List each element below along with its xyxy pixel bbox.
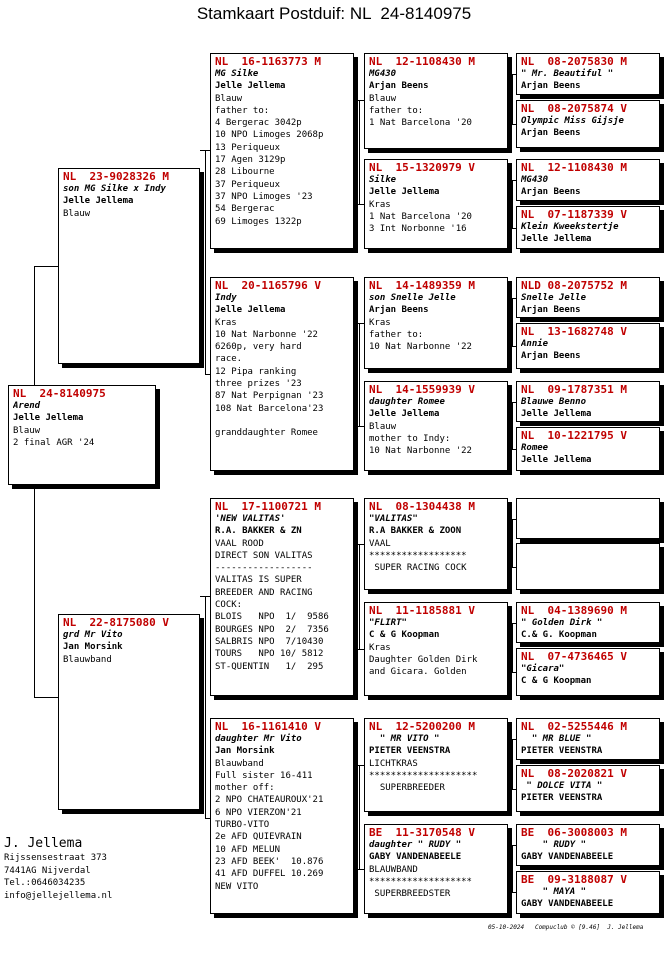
pigeon-name: Snelle Jelle (521, 293, 587, 303)
connector-line (512, 519, 513, 567)
ring-number: NL 14-1489359 M (369, 279, 475, 292)
pigeon-name: " RUDY " (521, 840, 587, 850)
owner-name: Jelle Jellema (215, 81, 286, 92)
ring-number: NL 12-5200200 M (369, 720, 475, 733)
pigeon-name: "VALITAS" (369, 514, 418, 524)
breeder-address (4, 836, 112, 902)
pigeon-name: " DOLCE VITA " (521, 781, 603, 791)
pigeon-card-g13 (516, 718, 660, 760)
connector-line (508, 124, 516, 125)
info-line: ****************** (369, 550, 467, 561)
owner-name: Jelle Jellema (63, 196, 134, 207)
pigeon-name: Silke (369, 175, 397, 185)
info-line: BLOIS NPO 1/ 9586 (215, 612, 329, 623)
info-line: DIRECT SON VALITAS (215, 550, 313, 561)
ring-number: NL 12-1108430 M (521, 161, 627, 174)
info-line: Kras (215, 317, 237, 328)
ring-number: NL 15-1320979 V (369, 161, 475, 174)
info-line: Daughter Golden Dirk (369, 654, 478, 665)
info-line: 10 Nat Narbonne '22 (215, 329, 318, 340)
owner-name: PIETER VEENSTRA (521, 746, 603, 757)
info-line: Full sister 16-411 (215, 770, 313, 781)
ring-number: NL 14-1559939 V (369, 383, 475, 396)
breeder-city: 7441AG Nijverdal (4, 865, 91, 876)
ring-number: NL 17-1100721 M (215, 500, 321, 513)
info-line: BOURGES NPO 2/ 7356 (215, 624, 329, 635)
owner-name: Arjan Beens (521, 305, 581, 316)
connector-line (34, 266, 58, 267)
connector-line (512, 739, 513, 789)
connector-line (508, 228, 516, 229)
pigeon-card-mff (364, 498, 508, 590)
owner-name: Arjan Beens (521, 351, 581, 362)
pigeon-card-g6 (516, 323, 660, 369)
connector-line (34, 697, 58, 698)
info-line: VAAL (369, 538, 391, 549)
pigeon-name: daughter Romee (369, 397, 445, 407)
pigeon-card-g9 (516, 498, 660, 539)
connector-line (512, 402, 513, 449)
ring-number: NL 22-8175080 V (63, 616, 169, 629)
pigeon-card-mf (210, 498, 354, 696)
pigeon-name: Blauwe Benno (521, 397, 587, 407)
pigeon-card-m (58, 614, 200, 810)
info-line: 108 Nat Barcelona'23 (215, 403, 324, 414)
info-line: 87 Nat Perpignan '23 (215, 391, 324, 402)
pigeon-card-g14 (516, 765, 660, 812)
ring-number: BE 06-3008003 M (521, 826, 627, 839)
pigeon-card-ff (210, 53, 354, 249)
info-line: 1 Nat Barcelona '20 (369, 118, 472, 129)
info-line: ST-QUENTIN 1/ 295 (215, 661, 324, 672)
info-line: granddaughter Romee (215, 428, 318, 439)
info-line: 10 Nat Narbonne '22 (369, 446, 472, 457)
info-line: NEW VITO (215, 881, 259, 892)
info-line: SUPER RACING COCK (369, 563, 467, 574)
owner-name: Jelle Jellema (215, 305, 286, 316)
info-line: ------------------ (215, 563, 313, 574)
pigeon-name: Annie (521, 339, 549, 349)
connector-line (512, 623, 513, 672)
owner-name: Arjan Beens (521, 187, 581, 198)
connector-line (359, 765, 360, 869)
connector-line (359, 544, 360, 649)
footer-credit: 05-10-2024 Compuclub © [9.46] J. Jellema (488, 924, 644, 931)
connector-line (205, 150, 206, 374)
info-line: father to: (369, 329, 424, 340)
connector-line (508, 449, 516, 450)
owner-name: Jelle Jellema (369, 409, 440, 420)
connector-line (359, 100, 360, 204)
pigeon-name: daughter " RUDY " (369, 840, 462, 850)
info-line: Blauwband (63, 654, 112, 665)
ring-number: BE 11-3170548 V (369, 826, 475, 839)
info-line: 54 Bergerac (215, 204, 275, 215)
pigeon-name: 'NEW VALITAS' (215, 514, 286, 524)
info-line: BLAUWBAND (369, 864, 418, 875)
info-line: 41 AFD DUFFEL 10.269 (215, 869, 324, 880)
pigeon-card-mfm (364, 602, 508, 696)
pigeon-name: MG Silke (215, 69, 259, 79)
breeder-email[interactable]: info@jellejellema.nl (4, 890, 113, 901)
pigeon-card-g7 (516, 381, 660, 422)
pigeon-card-mm (210, 718, 354, 914)
info-line: 2 NPO CHATEAUROUX'21 (215, 795, 324, 806)
connector-line (508, 346, 516, 347)
info-line: race. (215, 354, 243, 365)
info-line: Blauw (63, 208, 91, 219)
owner-name: Jelle Jellema (369, 187, 440, 198)
pigeon-name: "FLIRT" (369, 618, 407, 628)
owner-name: GABY VANDENABEELE (521, 852, 614, 863)
connector-line (354, 649, 364, 650)
breeder-phone: Tel.:0646034235 (4, 878, 86, 888)
connector-line (508, 789, 516, 790)
ring-number: NL 16-1161410 V (215, 720, 321, 733)
info-line: COCK: (215, 600, 243, 611)
info-line: three prizes '23 (215, 379, 302, 390)
ring-number: NL 09-1787351 M (521, 383, 627, 396)
pigeon-card-fff (364, 53, 508, 149)
connector-line (512, 298, 513, 346)
page-title: Stamkaart Postduif: NL 24-8140975 (196, 4, 472, 23)
ring-number: NL 23-9028326 M (63, 170, 169, 183)
info-line: 23 AFD BEEK' 10.876 (215, 856, 324, 867)
ring-number: NL 08-1304438 M (369, 500, 475, 513)
info-line: Blauw (215, 93, 243, 104)
info-line: 13 Periqueux (215, 142, 281, 153)
connector-line (508, 672, 516, 673)
owner-name: Arjan Beens (369, 81, 429, 92)
info-line: VAAL ROOD (215, 538, 264, 549)
owner-name: GABY VANDENABEELE (521, 899, 614, 910)
pigeon-name: Romee (521, 443, 549, 453)
owner-name: PIETER VEENSTRA (369, 746, 451, 757)
pigeon-name: " MR VITO " (369, 734, 440, 744)
info-line (215, 415, 349, 427)
pigeon-card-fm (210, 277, 354, 471)
ring-number: BE 09-3188087 V (521, 873, 627, 886)
owner-name: PIETER VEENSTRA (521, 793, 603, 804)
info-line: Blauw (13, 425, 41, 436)
owner-name: Jan Morsink (63, 642, 123, 653)
pigeon-name: Klein Kweekstertje (521, 222, 619, 232)
pigeon-card-g5 (516, 277, 660, 318)
info-line: Blauw (369, 421, 397, 432)
connector-line (34, 266, 35, 385)
owner-name: R.A BAKKER & ZOON (369, 526, 462, 537)
pigeon-card-fmf (364, 277, 508, 369)
pigeon-card-p (8, 385, 156, 485)
pigeon-card-ffm (364, 159, 508, 249)
info-line: father to: (215, 105, 270, 116)
connector-line (359, 323, 360, 426)
ring-number: NL 08-2075874 V (521, 102, 627, 115)
pigeon-name: " Mr. Beautiful " (521, 69, 614, 79)
pigeon-name: Olympic Miss Gijsje (521, 116, 624, 126)
info-line: SALBRIS NPO 7/10430 (215, 636, 324, 647)
pigeon-name: " Golden Dirk " (521, 618, 603, 628)
info-line: ******************* (369, 876, 472, 887)
info-line: 12 Pipa ranking (215, 366, 297, 377)
pigeon-card-mmf (364, 718, 508, 812)
info-line: ******************** (369, 770, 478, 781)
owner-name: R.A. BAKKER & ZN (215, 526, 302, 537)
info-line: 69 Limoges 1322p (215, 216, 302, 227)
owner-name: Jelle Jellema (13, 413, 84, 424)
info-line: mother to Indy: (369, 433, 451, 444)
info-line: Kras (369, 317, 391, 328)
owner-name: GABY VANDENABEELE (369, 852, 462, 863)
pigeon-name: "Gicara" (521, 664, 565, 674)
connector-line (34, 485, 35, 697)
ring-number: NL 16-1163773 M (215, 55, 321, 68)
owner-name: Jelle Jellema (521, 409, 592, 420)
ring-number: NL 08-2020821 V (521, 767, 627, 780)
pigeon-name: " MAYA " (521, 887, 587, 897)
info-line: 17 Agen 3129p (215, 155, 286, 166)
ring-number: NL 10-1221795 V (521, 429, 627, 442)
info-line: TURBO-VITO (215, 820, 270, 831)
connector-line (512, 74, 513, 124)
info-line: 28 Libourne (215, 167, 275, 178)
owner-name: Arjan Beens (521, 81, 581, 92)
pigeon-card-g2 (516, 100, 660, 148)
owner-name: Jelle Jellema (521, 455, 592, 466)
info-line: BREEDER AND RACING (215, 587, 313, 598)
ring-number: NL 04-1389690 M (521, 604, 627, 617)
pigeon-card-g4 (516, 206, 660, 249)
owner-name: Arjan Beens (369, 305, 429, 316)
pigeon-name: MG430 (521, 175, 549, 185)
pigeon-card-f (58, 168, 200, 364)
pigeon-name: Indy (215, 293, 237, 303)
owner-name: C & G Koopman (521, 676, 592, 687)
pigeon-name: grd Mr Vito (63, 630, 123, 640)
pigeon-card-g11 (516, 602, 660, 643)
info-line: 10 NPO Limoges 2068p (215, 130, 324, 141)
pigeon-card-g12 (516, 648, 660, 696)
breeder-street: Rijssensestraat 373 (4, 853, 107, 863)
connector-line (354, 204, 364, 205)
owner-name: Arjan Beens (521, 128, 581, 139)
pigeon-card-g1 (516, 53, 660, 95)
pigeon-card-g15 (516, 824, 660, 866)
info-line: 10 AFD MELUN (215, 844, 281, 855)
info-line: Blauwband (215, 758, 264, 769)
connector-line (508, 892, 516, 893)
connector-line (354, 869, 364, 870)
ring-number: NL 12-1108430 M (369, 55, 475, 68)
ring-number: NL 13-1682748 V (521, 325, 627, 338)
pigeon-card-mmm (364, 824, 508, 914)
info-line: and Gicara. Golden (369, 667, 467, 678)
info-line: SUPERBREEDER (369, 783, 445, 794)
connector-line (512, 180, 513, 228)
info-line: 37 Periqueux (215, 179, 281, 190)
info-line: Kras (369, 199, 391, 210)
pigeon-card-g8 (516, 427, 660, 471)
info-line: 2e AFD QUIEVRAIN (215, 832, 302, 843)
ring-number: NL 07-1187339 V (521, 208, 627, 221)
pigeon-name: daughter Mr Vito (215, 734, 302, 744)
ring-number: NL 24-8140975 (13, 387, 106, 400)
ring-number: NL 08-2075830 M (521, 55, 627, 68)
info-line: LICHTKRAS (369, 758, 418, 769)
pigeon-card-g3 (516, 159, 660, 201)
info-line: 6 NPO VIERZON'21 (215, 807, 302, 818)
info-line: TOURS NPO 10/ 5812 (215, 649, 324, 660)
info-line: father to: (369, 105, 424, 116)
ring-number: NLD 08-2075752 M (521, 279, 627, 292)
pigeon-card-g16 (516, 871, 660, 914)
info-line: 4 Bergerac 3042p (215, 118, 302, 129)
ring-number: NL 02-5255446 M (521, 720, 627, 733)
info-line: Kras (369, 642, 391, 653)
pigeon-name: " MR BLUE " (521, 734, 592, 744)
info-line: 3 Int Norbonne '16 (369, 224, 467, 235)
info-line: mother off: (215, 783, 275, 794)
info-line: 1 Nat Barcelona '20 (369, 211, 472, 222)
owner-name: Jan Morsink (215, 746, 275, 757)
info-line: 37 NPO Limoges '23 (215, 191, 313, 202)
info-line: VALITAS IS SUPER (215, 575, 302, 586)
info-line: SUPERBREEDSTER (369, 889, 451, 900)
ring-number: NL 20-1165796 V (215, 279, 321, 292)
ring-number: NL 07-4736465 V (521, 650, 627, 663)
pigeon-name: son Snelle Jelle (369, 293, 456, 303)
owner-name: C & G Koopman (369, 630, 440, 641)
owner-name: Jelle Jellema (521, 234, 592, 245)
pigeon-name: MG430 (369, 69, 397, 79)
connector-line (354, 426, 364, 427)
info-line: 6260p, very hard (215, 342, 302, 353)
connector-line (508, 567, 516, 568)
info-line: Blauw (369, 93, 397, 104)
breeder-name: J. Jellema (4, 836, 83, 851)
pigeon-card-g10 (516, 543, 660, 590)
info-line: 2 final AGR '24 (13, 437, 95, 448)
pigeon-name: Arend (13, 401, 41, 411)
owner-name: C.& G. Koopman (521, 630, 597, 641)
connector-line (205, 596, 206, 818)
pigeon-name: son MG Silke x Indy (63, 184, 166, 194)
connector-line (512, 845, 513, 892)
ring-number: NL 11-1185881 V (369, 604, 475, 617)
pigeon-card-fmm (364, 381, 508, 471)
info-line: 10 Nat Narbonne '22 (369, 342, 472, 353)
